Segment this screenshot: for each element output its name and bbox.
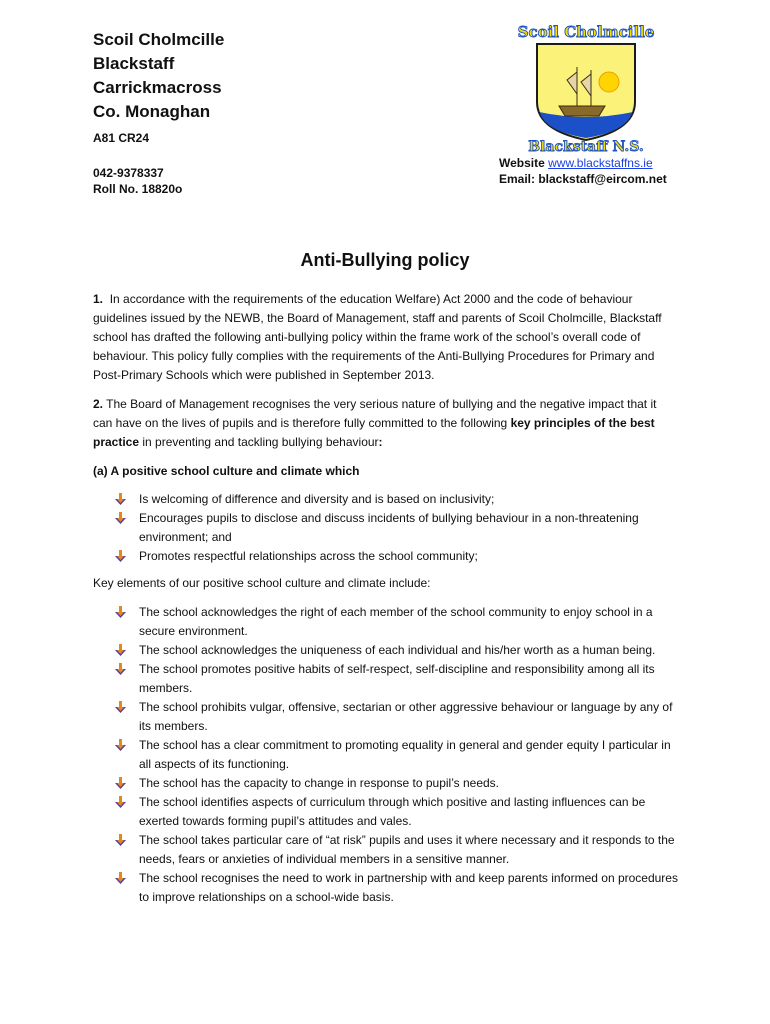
list-item: Promotes respectful relationships across the school community;: [139, 547, 678, 566]
address-line-2: Carrickmacross: [93, 78, 222, 97]
paragraph-1-number: 1.: [93, 292, 104, 306]
list-item: The school identifies aspects of curriculum through which positive and lasting influences can be exerted towards forming pupil’s attitudes and vales.: [139, 793, 678, 831]
arrow-bullet-icon: [114, 663, 127, 676]
section-a-list: [93, 490, 678, 566]
arrow-bullet-icon: [114, 493, 127, 506]
section-a-heading: (a) A positive school culture and climate which: [93, 464, 360, 478]
school-address-block: [93, 28, 224, 197]
address-line-1: Blackstaff: [93, 54, 175, 73]
list-item: The school takes particular care of “at risk” pupils and uses it where necessary and it responds to the needs, fears or anxieties of individual members in a sensitive manner.: [139, 831, 678, 869]
paragraph-2: [93, 395, 678, 452]
list-item: The school acknowledges the uniqueness of each individual and his/her worth as a human being.: [139, 641, 678, 660]
arrow-bullet-icon: [114, 739, 127, 752]
paragraph-2-key-principles: key principles of the best practice: [93, 416, 655, 449]
list-item: The school has a clear commitment to promoting equality in general and gender equity I particular in all aspects of its functioning.: [139, 736, 678, 774]
website-label: Website: [499, 156, 545, 170]
arrow-bullet-icon: [114, 872, 127, 885]
paragraph-2-text-after: in preventing and tackling bullying behaviour: [142, 435, 379, 449]
arrow-bullet-icon: [114, 834, 127, 847]
paragraph-2-colon: :: [378, 435, 383, 449]
policy-body: [93, 290, 678, 915]
school-crest-logo: [497, 22, 675, 154]
arrow-bullet-icon: [114, 777, 127, 790]
list-item: Encourages pupils to disclose and discuss incidents of bullying behaviour in a non-threatening environment; and: [139, 509, 678, 547]
website-line: [499, 155, 667, 171]
arrow-bullet-icon: [114, 701, 127, 714]
list-item: The school prohibits vulgar, offensive, sectarian or other aggressive behaviour or language by any of its members.: [139, 698, 678, 736]
arrow-bullet-icon: [114, 550, 127, 563]
website-link[interactable]: www.blackstaffns.ie: [548, 156, 653, 170]
paragraph-1: [93, 290, 678, 385]
crest-bottom-text: Blackstaff N.S.: [528, 139, 644, 154]
list-item: Is welcoming of difference and diversity and is based on inclusivity;: [139, 490, 678, 509]
list-item: The school acknowledges the right of each member of the school community to enjoy school in a secure environment.: [139, 603, 678, 641]
arrow-bullet-icon: [114, 644, 127, 657]
arrow-bullet-icon: [114, 796, 127, 809]
email-line: Email: blackstaff@eircom.net: [499, 172, 667, 186]
list-item: The school has the capacity to change in response to pupil’s needs.: [139, 774, 678, 793]
school-name: Scoil Cholmcille: [93, 30, 225, 49]
eircode: A81 CR24: [93, 131, 150, 145]
contact-block: [499, 155, 667, 187]
paragraph-1-text: In accordance with the requirements of the education Welfare) Act 2000 and the code of behaviour guidelines issued by the NEWB, the Board of Management, staff and parents of Scoil Cholmcille, Blackstaff school has drafted the following anti-bullying policy within the frame work of the school’s overall code of behaviour. This policy fully complies with the requirements of the Anti-Bullying Procedures for Primary and Post-Primary Schools which were published in September 2013.: [93, 292, 662, 382]
paragraph-2-text-before: The Board of Management recognises the very serious nature of bullying and the negative impact that it can have on the lives of pupils and is therefore fully committed to the following: [93, 397, 657, 430]
arrow-bullet-icon: [114, 512, 127, 525]
crest-top-text: Scoil Cholmcille: [517, 23, 655, 41]
page-title: Anti-Bullying policy: [300, 250, 470, 270]
crest-sun-icon: [599, 72, 619, 92]
list-item: The school recognises the need to work in partnership with and keep parents informed on procedures to improve relationships on a school-wide basis.: [139, 869, 678, 907]
key-elements-list: [93, 603, 678, 907]
roll-number: Roll No. 18820o: [93, 182, 183, 196]
arrow-bullet-icon: [114, 606, 127, 619]
key-elements-intro: Key elements of our positive school culture and climate include:: [93, 576, 431, 590]
phone-number: 042-9378337: [93, 166, 164, 180]
address-line-3: Co. Monaghan: [93, 102, 211, 121]
list-item: The school promotes positive habits of self-respect, self-discipline and responsibility among all its members.: [139, 660, 678, 698]
paragraph-2-number: 2.: [93, 397, 104, 411]
